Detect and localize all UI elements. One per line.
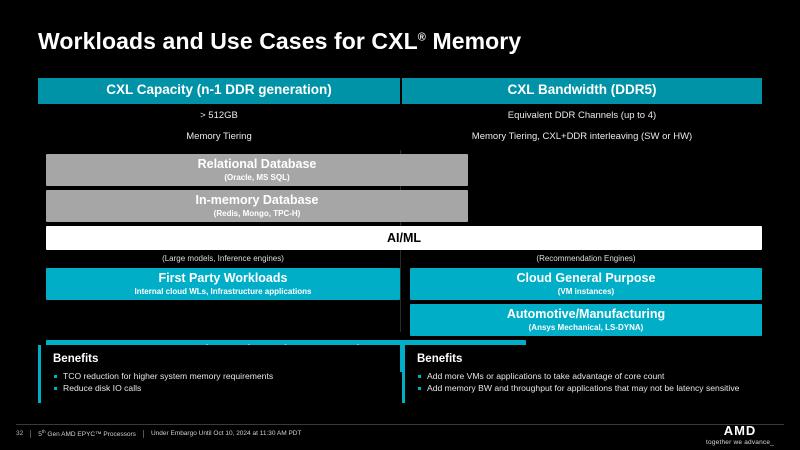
bar-inmemory-database-title: In-memory Database: [195, 193, 319, 208]
page-title: [38, 28, 521, 55]
benefits-left: [38, 345, 400, 403]
bar-cloud-general-purpose-sub: (VM instances): [557, 286, 615, 296]
footer-divider: [16, 424, 784, 425]
comparison-board: [38, 78, 762, 332]
bar-ai-ml: [46, 226, 762, 250]
note-ai-ml-right: (Recommendation Engines): [536, 253, 636, 263]
list-item: Reduce disk IO calls: [53, 382, 390, 394]
spec-left-tiering: Memory Tiering: [38, 127, 400, 146]
amd-wordmark: AMD: [723, 423, 757, 438]
bar-first-party-workloads: [46, 268, 400, 300]
bar-inmemory-database: [46, 190, 468, 222]
spec-row-1: [38, 106, 762, 125]
page-title-tail: Memory: [425, 28, 522, 54]
workload-band: [38, 150, 762, 332]
footer-separator-1: [30, 430, 31, 438]
benefits-right-list: [417, 370, 752, 395]
footer-product-label: [38, 429, 136, 438]
bar-first-party-workloads-title: First Party Workloads: [158, 271, 288, 286]
bar-relational-database-title: Relational Database: [197, 157, 317, 172]
bar-ai-ml-title: AI/ML: [386, 230, 422, 245]
page-title-main: Workloads and Use Cases for CXL: [38, 28, 418, 54]
amd-tagline-text: together we advance_: [706, 439, 774, 446]
note-ai-ml-left: (Large models, Inference engines): [162, 253, 284, 263]
list-item: Add more VMs or applications to take advantage of core count: [417, 370, 752, 382]
benefits-right-heading: Benefits: [417, 353, 463, 365]
benefits-left-list: [53, 370, 390, 395]
bar-relational-database: [46, 154, 468, 186]
benefits-row: [38, 345, 762, 403]
bar-cloud-general-purpose-title: Cloud General Purpose: [516, 271, 656, 286]
benefits-left-heading: Benefits: [53, 353, 99, 365]
spec-right-channels: Equivalent DDR Channels (up to 4): [402, 106, 762, 125]
footer: [16, 429, 301, 438]
header-cxl-bandwidth: CXL Bandwidth (DDR5): [402, 78, 762, 104]
footer-label-lead: 5: [38, 431, 42, 439]
spec-right-tiering: Memory Tiering, CXL+DDR interleaving (SW or HW): [402, 127, 762, 146]
amd-tagline: [698, 439, 782, 446]
spec-row-2: [38, 127, 762, 146]
bar-automotive-manufacturing-title: Automotive/Manufacturing: [506, 307, 666, 322]
footer-label-rest: Gen AMD EPYC™ Processors: [45, 431, 136, 439]
bar-automotive-manufacturing: [410, 304, 762, 336]
bar-relational-database-sub: (Oracle, MS SQL): [224, 172, 290, 182]
footer-separator-2: [143, 430, 144, 438]
column-headers: [38, 78, 762, 104]
page-number: 32: [16, 430, 24, 438]
amd-logo: [698, 424, 782, 446]
benefits-right: [402, 345, 762, 403]
footer-embargo-note: Under Embargo Until Oct 10, 2024 at 11:30 AM PDT: [150, 430, 302, 438]
list-item: Add memory BW and throughput for applications that may not be latency sensitive: [417, 382, 752, 394]
spec-left-capacity: > 512GB: [38, 106, 400, 125]
bar-inmemory-database-sub: (Redis, Mongo, TPC-H): [213, 208, 301, 218]
bar-automotive-manufacturing-sub: (Ansys Mechanical, LS-DYNA): [528, 322, 644, 332]
list-item: TCO reduction for higher system memory requirements: [53, 370, 390, 382]
header-cxl-capacity: CXL Capacity (n-1 DDR generation): [38, 78, 400, 104]
footer-label-sup: th: [41, 429, 46, 434]
bar-cloud-general-purpose: [410, 268, 762, 300]
registered-trademark-icon: ®: [417, 31, 426, 44]
bar-first-party-workloads-sub: Internal cloud WLs, Infrastructure applications: [134, 286, 312, 296]
